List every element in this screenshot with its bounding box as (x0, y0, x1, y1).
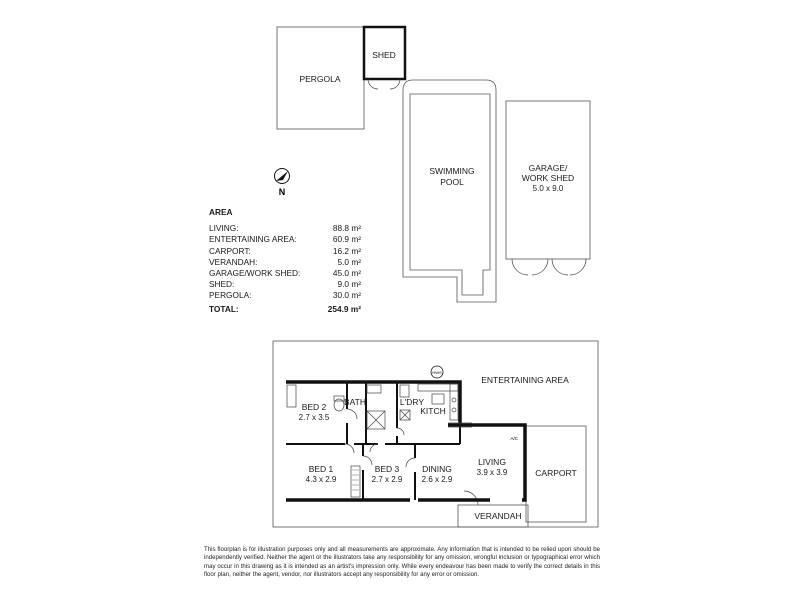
area-row-name: VERANDAH: (209, 256, 258, 267)
hws-label: HWS (432, 370, 442, 375)
area-row-name: GARAGE/WORK SHED: (209, 268, 301, 279)
bed3-label: BED 3 (374, 464, 400, 474)
bed3-dimensions: 2.7 x 2.9 (371, 475, 403, 484)
area-row-pergola (209, 290, 361, 301)
area-row-verandah (209, 257, 361, 268)
pergola-label: PERGOLA (299, 74, 341, 84)
pool-label-line2: POOL (440, 177, 464, 187)
area-row-living (209, 223, 361, 234)
north-pointer-icon (276, 171, 288, 181)
area-row-name: ENTERTAINING AREA: (209, 234, 297, 245)
area-total-value: 254.9 m² (327, 303, 361, 314)
area-row-carport (209, 246, 361, 257)
area-row-name: CARPORT: (209, 245, 251, 256)
garage-dimensions: 5.0 x 9.0 (532, 184, 564, 193)
area-row-value: 60.9 m² (332, 234, 361, 245)
dining-label: DINING (422, 464, 452, 474)
carport-label: CARPORT (535, 468, 577, 478)
area-row-value: 30.0 m² (332, 290, 361, 301)
area-heading: AREA (209, 207, 233, 217)
verandah-label: VERANDAH (474, 511, 522, 521)
area-row-value: 45.0 m² (332, 268, 361, 279)
living-dimensions: 3.9 x 3.9 (476, 468, 508, 477)
pool-label-line1: SWIMMING (429, 166, 475, 176)
area-schedule (209, 207, 361, 315)
area-total-name: TOTAL: (209, 303, 239, 314)
area-row-name: LIVING: (209, 223, 239, 234)
area-row-shed (209, 279, 361, 290)
garage-label-line2: WORK SHED (521, 173, 575, 183)
dining-dimensions: 2.6 x 2.9 (421, 475, 453, 484)
area-row-value: 5.0 m² (337, 256, 361, 267)
area-row-value: 16.2 m² (332, 245, 361, 256)
swimming-pool (403, 80, 496, 302)
shed (364, 27, 405, 89)
north-arrow (275, 169, 290, 198)
pergola (277, 27, 364, 129)
laundry-label: L'DRY (399, 397, 425, 407)
area-row-value: 88.8 m² (332, 223, 361, 234)
entertaining-area-label: ENTERTAINING AREA (481, 375, 569, 385)
bed2-dimensions: 2.7 x 3.5 (298, 413, 330, 422)
area-row-entertaining (209, 234, 361, 245)
bed2-label: BED 2 (301, 402, 327, 412)
bath-label: BATH (343, 397, 367, 407)
area-row-garage (209, 268, 361, 279)
living-label: LIVING (478, 457, 506, 467)
hot-water-service (431, 366, 443, 378)
area-row-total (209, 304, 361, 315)
bed1-label: BED 1 (308, 464, 334, 474)
carport (526, 426, 586, 522)
bed1-dimensions: 4.3 x 2.9 (305, 475, 337, 484)
area-row-name: PERGOLA: (209, 290, 252, 301)
shed-label: SHED (372, 50, 396, 60)
kitchen-label: KITCH (420, 406, 446, 416)
garage-label-line1: GARAGE/ (528, 163, 568, 173)
area-row-name: SHED: (209, 279, 235, 290)
north-label: N (278, 187, 286, 197)
ac-label: A/C (510, 436, 518, 441)
verandah (458, 491, 528, 527)
garage-work-shed (506, 101, 590, 275)
disclaimer-text: This floorplan is for illustration purposes only and all measurements are approximate. Any information that is intended to be relied upon should be independently verified. Neither the agent or the illustrators take any responsibility for any omission, wrongful inclusion or typographical error which may occur in this drawing as it is intended as an artist's impression only. While every endeavour has been made to verify the correct details in this floor plan, neither the agent, vendor, nor illustrators accept any responsibility for any error or omission. (204, 546, 600, 579)
area-row-value: 9.0 m² (337, 279, 361, 290)
